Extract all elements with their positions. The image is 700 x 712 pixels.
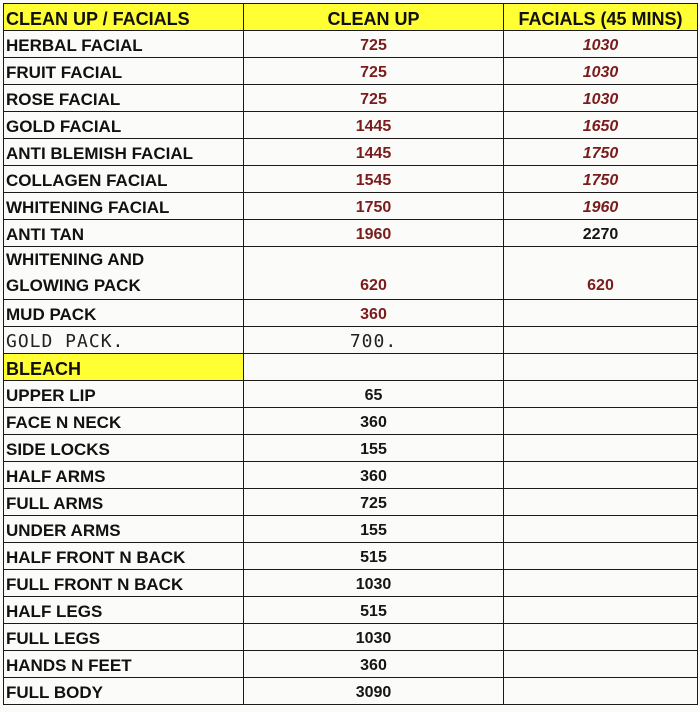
- bleach-price: 155: [244, 516, 504, 543]
- empty-cell: [244, 354, 504, 381]
- handwritten-cleanup-price: 700.: [244, 327, 504, 354]
- cleanup-price: 725: [244, 85, 504, 112]
- empty-cell: [504, 489, 698, 516]
- table-row: [4, 166, 698, 193]
- cleanup-price: 1545: [244, 166, 504, 193]
- table-row: [4, 408, 698, 435]
- empty-cell: [504, 435, 698, 462]
- bleach-price: 360: [244, 651, 504, 678]
- bleach-price: 155: [244, 435, 504, 462]
- table-row: [4, 58, 698, 85]
- table-row: [4, 624, 698, 651]
- bleach-name: UPPER LIP: [4, 381, 244, 408]
- table-row: [4, 85, 698, 112]
- empty-cell: [504, 516, 698, 543]
- service-name: MUD PACK: [4, 300, 244, 327]
- bleach-name: FULL ARMS: [4, 489, 244, 516]
- table-row: [4, 597, 698, 624]
- table-row: [4, 381, 698, 408]
- table-row: [4, 247, 698, 300]
- service-name: COLLAGEN FACIAL: [4, 166, 244, 193]
- empty-cell: [504, 462, 698, 489]
- facial-price: 1650: [504, 112, 698, 139]
- table-row: [4, 300, 698, 327]
- empty-cell: [504, 354, 698, 381]
- bleach-name: FULL FRONT N BACK: [4, 570, 244, 597]
- handwritten-service-name: GOLD PACK.: [4, 327, 244, 354]
- bleach-price: 360: [244, 408, 504, 435]
- service-name-line2: GLOWING PACK: [6, 276, 141, 295]
- bleach-name: UNDER ARMS: [4, 516, 244, 543]
- bleach-name: HALF ARMS: [4, 462, 244, 489]
- facial-price: 1030: [504, 85, 698, 112]
- cleanup-price: 1445: [244, 112, 504, 139]
- facial-price: 1750: [504, 139, 698, 166]
- table-row: [4, 220, 698, 247]
- bleach-name: SIDE LOCKS: [4, 435, 244, 462]
- empty-cell: [504, 678, 698, 705]
- header-service: CLEAN UP / FACIALS: [4, 4, 244, 31]
- cleanup-price: 620: [244, 247, 504, 300]
- table-row: [4, 543, 698, 570]
- table-row: [4, 651, 698, 678]
- service-name: ANTI BLEMISH FACIAL: [4, 139, 244, 166]
- cleanup-price: 725: [244, 31, 504, 58]
- bleach-name: FULL BODY: [4, 678, 244, 705]
- bleach-price: 515: [244, 597, 504, 624]
- service-name: HERBAL FACIAL: [4, 31, 244, 58]
- empty-cell: [504, 543, 698, 570]
- facial-price: 1960: [504, 193, 698, 220]
- price-table: [3, 3, 698, 705]
- table-row: [4, 327, 698, 354]
- service-name: GOLD FACIAL: [4, 112, 244, 139]
- table-row: [4, 435, 698, 462]
- table-row: [4, 139, 698, 166]
- table-row: [4, 112, 698, 139]
- service-name: FRUIT FACIAL: [4, 58, 244, 85]
- facial-price: 1750: [504, 166, 698, 193]
- service-name-line1: WHITENING AND: [6, 250, 145, 269]
- empty-cell: [504, 300, 698, 327]
- service-name: [4, 247, 244, 300]
- bleach-price: 1030: [244, 570, 504, 597]
- bleach-name: HALF FRONT N BACK: [4, 543, 244, 570]
- bleach-name: FACE N NECK: [4, 408, 244, 435]
- facial-price: 620: [504, 247, 698, 300]
- bleach-price: 1030: [244, 624, 504, 651]
- bleach-price: 3090: [244, 678, 504, 705]
- facial-price: 1030: [504, 58, 698, 85]
- bleach-header: BLEACH: [4, 354, 244, 381]
- facial-price: 2270: [504, 220, 698, 247]
- cleanup-price: 1750: [244, 193, 504, 220]
- cleanup-price: 360: [244, 300, 504, 327]
- table-row: [4, 462, 698, 489]
- table-row: [4, 31, 698, 58]
- header-row: [4, 4, 698, 31]
- bleach-price: 725: [244, 489, 504, 516]
- bleach-name: HANDS N FEET: [4, 651, 244, 678]
- bleach-header-row: [4, 354, 698, 381]
- header-cleanup: CLEAN UP: [244, 4, 504, 31]
- cleanup-price: 725: [244, 58, 504, 85]
- empty-cell: [504, 624, 698, 651]
- facial-price: 1030: [504, 31, 698, 58]
- table-row: [4, 489, 698, 516]
- empty-cell: [504, 381, 698, 408]
- service-name: ANTI TAN: [4, 220, 244, 247]
- empty-cell: [504, 597, 698, 624]
- header-facials: FACIALS (45 MINS): [504, 4, 698, 31]
- table-row: [4, 193, 698, 220]
- cleanup-price: 1960: [244, 220, 504, 247]
- bleach-price: 515: [244, 543, 504, 570]
- empty-cell: [504, 327, 698, 354]
- table-row: [4, 516, 698, 543]
- empty-cell: [504, 408, 698, 435]
- cleanup-price: 1445: [244, 139, 504, 166]
- table-row: [4, 570, 698, 597]
- service-name: ROSE FACIAL: [4, 85, 244, 112]
- service-name: WHITENING FACIAL: [4, 193, 244, 220]
- empty-cell: [504, 570, 698, 597]
- bleach-price: 360: [244, 462, 504, 489]
- empty-cell: [504, 651, 698, 678]
- table-row: [4, 678, 698, 705]
- bleach-price: 65: [244, 381, 504, 408]
- bleach-name: HALF LEGS: [4, 597, 244, 624]
- bleach-name: FULL LEGS: [4, 624, 244, 651]
